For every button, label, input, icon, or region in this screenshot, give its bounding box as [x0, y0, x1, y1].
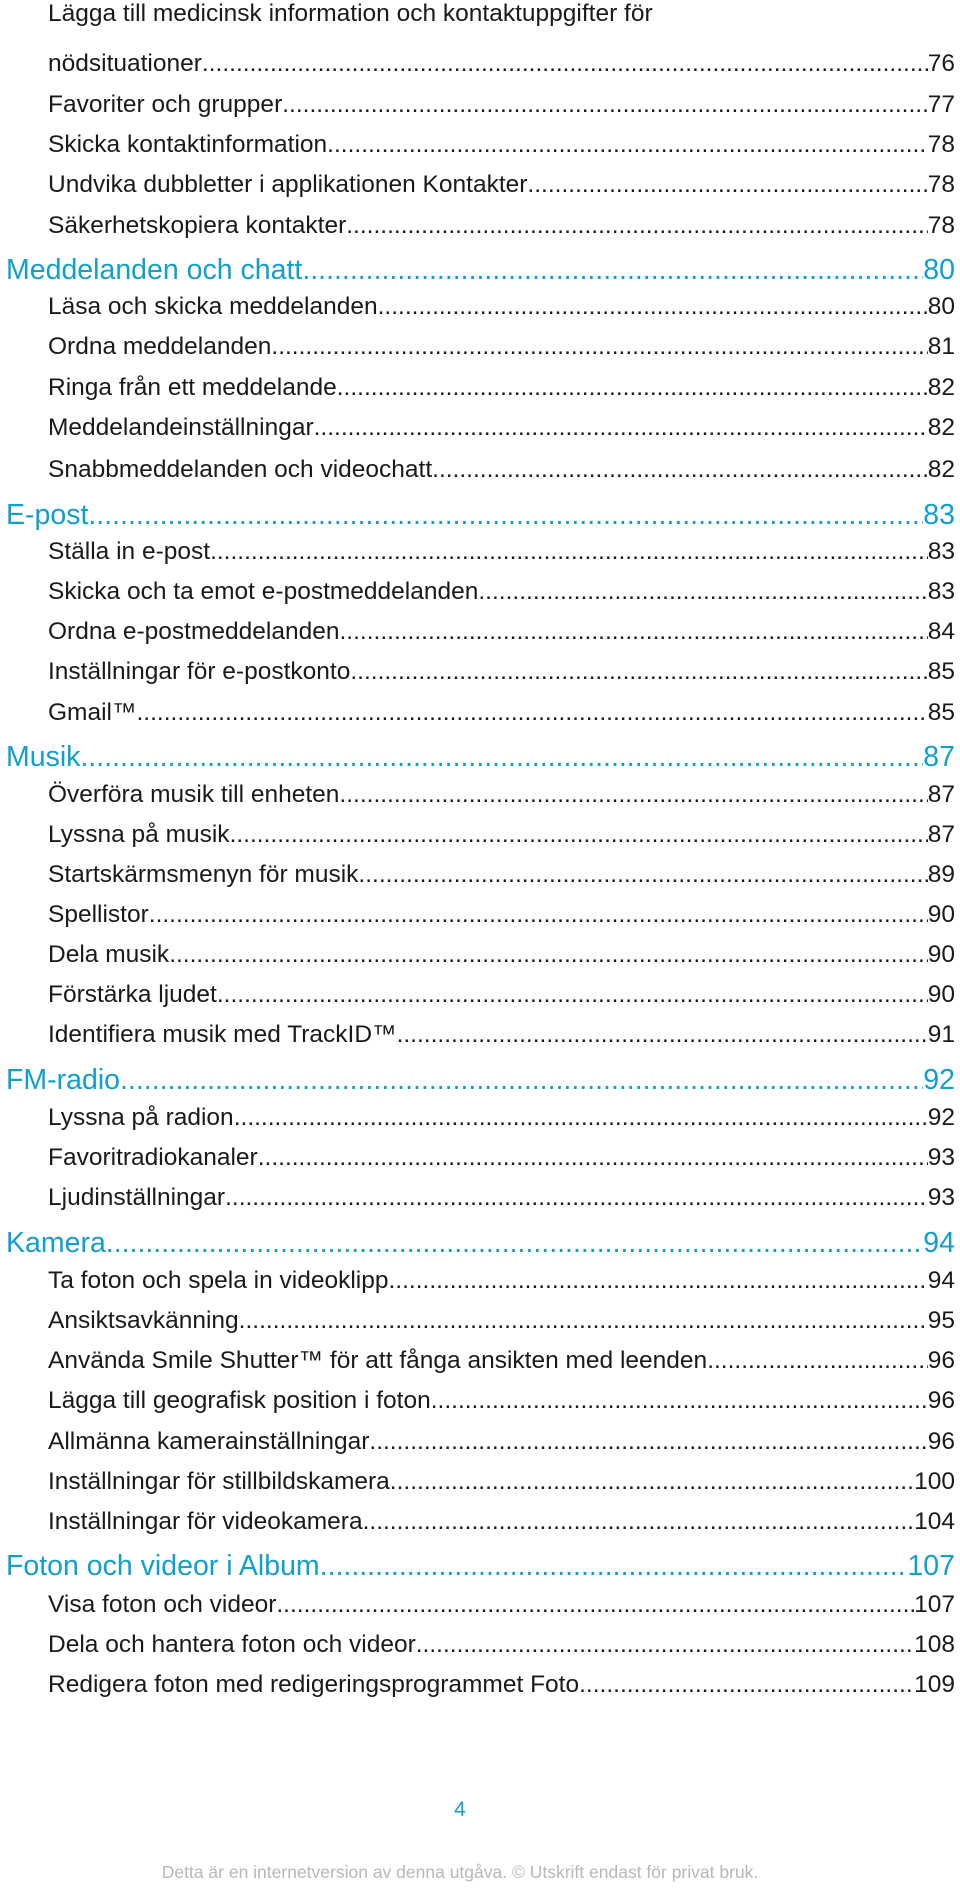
- dot-leader: [80, 741, 923, 774]
- toc-section-entry[interactable]: [48, 1267, 955, 1295]
- toc-entry-page: 80: [923, 254, 955, 286]
- toc-section-entry[interactable]: [48, 901, 955, 929]
- toc-section-entry[interactable]: [48, 821, 955, 849]
- toc-entry-title: Skicka och ta emot e-postmeddelanden: [48, 578, 479, 605]
- dot-leader: [234, 1104, 928, 1132]
- dot-leader: [707, 1347, 928, 1375]
- toc-entry-page: 93: [927, 1144, 955, 1171]
- toc-section-entry[interactable]: [48, 658, 955, 686]
- dot-leader: [346, 212, 927, 240]
- toc-entry-line[interactable]: Lägga till medicinsk information och kontaktuppgifter för: [48, 0, 653, 27]
- dot-leader: [225, 1184, 928, 1212]
- toc-entry-page: 93: [927, 1184, 955, 1211]
- toc-section-entry[interactable]: [48, 1144, 955, 1172]
- toc-entry-title: Lyssna på radion: [48, 1104, 234, 1131]
- dot-leader: [339, 781, 927, 809]
- toc-chapter-entry[interactable]: [6, 254, 955, 287]
- toc-entry-title: Visa foton och videor: [48, 1591, 277, 1618]
- toc-entry-title: Ordna meddelanden: [48, 333, 272, 360]
- dot-leader: [169, 941, 928, 969]
- page-number: 4: [454, 1798, 466, 1821]
- dot-leader: [120, 1064, 923, 1097]
- toc-entry-title: Identifiera musik med TrackID™: [48, 1021, 397, 1048]
- dot-leader: [527, 171, 927, 199]
- toc-entry-title: Ordna e-postmeddelanden: [48, 618, 340, 645]
- dot-leader: [302, 254, 923, 287]
- toc-entry-title: Startskärmsmenyn för musik: [48, 861, 359, 888]
- toc-entry-page: 100: [914, 1468, 955, 1495]
- toc-entry-page: 96: [927, 1428, 955, 1455]
- dot-leader: [271, 333, 927, 361]
- dot-leader: [149, 901, 928, 929]
- toc-entry-page: 76: [927, 50, 955, 77]
- dot-leader: [390, 1468, 914, 1496]
- toc-entry-page: 84: [927, 618, 955, 645]
- dot-leader: [337, 374, 928, 402]
- dot-leader: [282, 91, 928, 119]
- dot-leader: [314, 414, 928, 442]
- dot-leader: [276, 1591, 914, 1619]
- toc-entry-page: 83: [927, 538, 955, 565]
- toc-entry-page: 87: [927, 781, 955, 808]
- toc-entry-page: 83: [923, 499, 955, 531]
- toc-entry-title: nödsituationer: [48, 50, 202, 77]
- toc-chapter-entry[interactable]: [6, 499, 955, 532]
- toc-entry-title: Ringa från ett meddelande: [48, 374, 337, 401]
- toc-entry-page: 95: [927, 1307, 955, 1334]
- toc-section-entry[interactable]: [48, 212, 955, 240]
- toc-entry-page: 92: [923, 1064, 955, 1096]
- toc-entry-page: 91: [927, 1021, 955, 1048]
- toc-entry-page: 90: [927, 981, 955, 1008]
- toc-entry-page: 87: [927, 821, 955, 848]
- toc-entry-title: Lägga till geografisk position i foton: [48, 1387, 431, 1414]
- dot-leader: [320, 1550, 908, 1583]
- toc-entry-page: 85: [927, 699, 955, 726]
- toc-section-entry[interactable]: [48, 781, 955, 809]
- toc-entry-title: Snabbmeddelanden och videochatt: [48, 456, 433, 483]
- toc-section-entry[interactable]: [48, 1347, 955, 1375]
- toc-section-entry[interactable]: [48, 414, 955, 442]
- toc-section-entry[interactable]: [48, 538, 955, 566]
- dot-leader: [327, 131, 928, 159]
- toc-section-entry[interactable]: [48, 981, 955, 1009]
- dot-leader: [106, 1227, 924, 1260]
- toc-entry-page: 77: [927, 91, 955, 118]
- dot-leader: [363, 1508, 915, 1536]
- dot-leader: [217, 981, 928, 1009]
- toc-chapter-entry[interactable]: [6, 1064, 955, 1097]
- toc-entry-title: Foton och videor i Album: [6, 1550, 320, 1582]
- toc-entry-page: 83: [927, 578, 955, 605]
- toc-section-entry[interactable]: [48, 293, 955, 321]
- toc-entry-title: Förstärka ljudet: [48, 981, 217, 1008]
- dot-leader: [378, 293, 928, 321]
- toc-entry-title: Kamera: [6, 1227, 106, 1259]
- dot-leader: [230, 821, 928, 849]
- page-footer: Detta är en internetversion av denna utgåva. © Utskrift endast för privat bruk.: [161, 1862, 759, 1882]
- toc-section-entry[interactable]: [48, 1104, 955, 1132]
- dot-leader: [202, 50, 928, 78]
- toc-section-entry[interactable]: [48, 171, 955, 199]
- toc-entry-page: 78: [927, 171, 955, 198]
- dot-leader: [369, 1428, 927, 1456]
- toc-section-entry[interactable]: [48, 374, 955, 402]
- dot-leader: [136, 699, 927, 727]
- dot-leader: [389, 1267, 928, 1295]
- toc-entry-page: 96: [927, 1387, 955, 1414]
- dot-leader: [432, 456, 928, 484]
- toc-entry-title: Favoriter och grupper: [48, 91, 283, 118]
- toc-entry-title: Ställa in e-post: [48, 538, 211, 565]
- toc-entry-title: Skicka kontaktinformation: [48, 131, 328, 158]
- dot-leader: [579, 1671, 914, 1699]
- toc-entry-title: E-post: [6, 499, 89, 531]
- toc-entry-page: 90: [927, 901, 955, 928]
- toc-entry-title: Inställningar för e-postkonto: [48, 658, 351, 685]
- toc-section-entry[interactable]: [48, 333, 955, 361]
- toc-entry-title: Favoritradiokanaler: [48, 1144, 258, 1171]
- toc-entry-page: 94: [927, 1267, 955, 1294]
- toc-section-entry[interactable]: [48, 578, 955, 606]
- dot-leader: [210, 538, 928, 566]
- toc-entry-title: Musik: [6, 741, 81, 773]
- toc-section-entry[interactable]: [48, 941, 955, 969]
- dot-leader: [431, 1387, 928, 1415]
- dot-leader: [239, 1307, 928, 1335]
- toc-entry-page: 82: [927, 374, 955, 401]
- toc-entry-page: 107: [914, 1591, 955, 1618]
- toc-entry-title: Ta foton och spela in videoklipp: [48, 1267, 389, 1294]
- toc-section-entry[interactable]: [48, 618, 955, 646]
- toc-entry-title: Undvika dubbletter i applikationen Kontakter: [48, 171, 528, 198]
- toc-entry-title: Redigera foton med redigeringsprogrammet Foto: [48, 1671, 580, 1698]
- toc-section-entry[interactable]: [48, 1468, 955, 1496]
- toc-entry-page: 85: [927, 658, 955, 685]
- toc-entry-title: Gmail™: [48, 699, 137, 726]
- toc-entry-title: Överföra musik till enheten: [48, 781, 340, 808]
- toc-entry-page: 109: [914, 1671, 955, 1698]
- toc-entry-page: 78: [927, 212, 955, 239]
- toc-section-entry[interactable]: [48, 1428, 955, 1456]
- toc-entry-title: Inställningar för videokamera: [48, 1508, 363, 1535]
- toc-entry-page: 92: [927, 1104, 955, 1131]
- toc-chapter-entry[interactable]: [6, 1227, 955, 1260]
- dot-leader: [397, 1021, 928, 1049]
- toc-entry-page: 82: [927, 414, 955, 441]
- toc-section-entry[interactable]: [48, 1671, 955, 1699]
- toc-entry-page: 89: [927, 861, 955, 888]
- toc-entry-title: Ljudinställningar: [48, 1184, 226, 1211]
- toc-section-entry[interactable]: [48, 1307, 955, 1335]
- toc-entry-page: 94: [923, 1227, 955, 1259]
- toc-entry-title: FM-radio: [6, 1064, 121, 1096]
- toc-section-entry[interactable]: [48, 1021, 955, 1049]
- toc-entry-page: 81: [927, 333, 955, 360]
- toc-entry-title: Läsa och skicka meddelanden: [48, 293, 378, 320]
- dot-leader: [358, 861, 927, 889]
- toc-entry-page: 96: [927, 1347, 955, 1374]
- toc-entry-title: Allmänna kamerainställningar: [48, 1428, 370, 1455]
- toc-section-entry[interactable]: [48, 456, 955, 484]
- toc-section-entry[interactable]: [48, 1184, 955, 1212]
- toc-entry-page: 87: [923, 741, 955, 773]
- toc-entry-title: Säkerhetskopiera kontakter: [48, 212, 347, 239]
- toc-section-entry[interactable]: [48, 131, 955, 159]
- toc-entry-title: Dela musik: [48, 941, 170, 968]
- toc-chapter-entry[interactable]: [6, 1550, 955, 1583]
- toc-entry-title: Meddelanden och chatt: [6, 254, 303, 286]
- toc-entry-title: Inställningar för stillbildskamera: [48, 1468, 390, 1495]
- toc-entry-page: 107: [907, 1550, 955, 1582]
- toc-section-entry[interactable]: [48, 91, 955, 119]
- toc-entry-page: 82: [927, 456, 955, 483]
- toc-entry-page: 90: [927, 941, 955, 968]
- toc-entry-page: 108: [914, 1631, 955, 1658]
- dot-leader: [339, 618, 927, 646]
- toc-section-entry[interactable]: [48, 861, 955, 889]
- toc-entry-page: 80: [927, 293, 955, 320]
- toc-section-entry[interactable]: [48, 1387, 955, 1415]
- toc-entry-title: Dela och hantera foton och videor: [48, 1631, 416, 1658]
- toc-entry-title: Använda Smile Shutter™ för att fånga ansikten med leenden: [48, 1347, 708, 1374]
- toc-entry-title: Ansiktsavkänning: [48, 1307, 239, 1334]
- dot-leader: [350, 658, 927, 686]
- toc-entry-page: 78: [927, 131, 955, 158]
- toc-entry-title: Meddelandeinställningar: [48, 414, 314, 441]
- toc-chapter-entry[interactable]: [6, 741, 955, 774]
- toc-section-entry[interactable]: [48, 1591, 955, 1619]
- toc-entry-title: Lyssna på musik: [48, 821, 230, 848]
- dot-leader: [88, 499, 923, 532]
- dot-leader: [478, 578, 927, 606]
- toc-section-entry[interactable]: [48, 50, 955, 78]
- toc-entry-page: 104: [914, 1508, 955, 1535]
- toc-entry-title: Spellistor: [48, 901, 149, 928]
- toc-section-entry[interactable]: [48, 699, 955, 727]
- dot-leader: [258, 1144, 928, 1172]
- toc-section-entry[interactable]: [48, 1631, 955, 1659]
- dot-leader: [416, 1631, 914, 1659]
- toc-section-entry[interactable]: [48, 1508, 955, 1536]
